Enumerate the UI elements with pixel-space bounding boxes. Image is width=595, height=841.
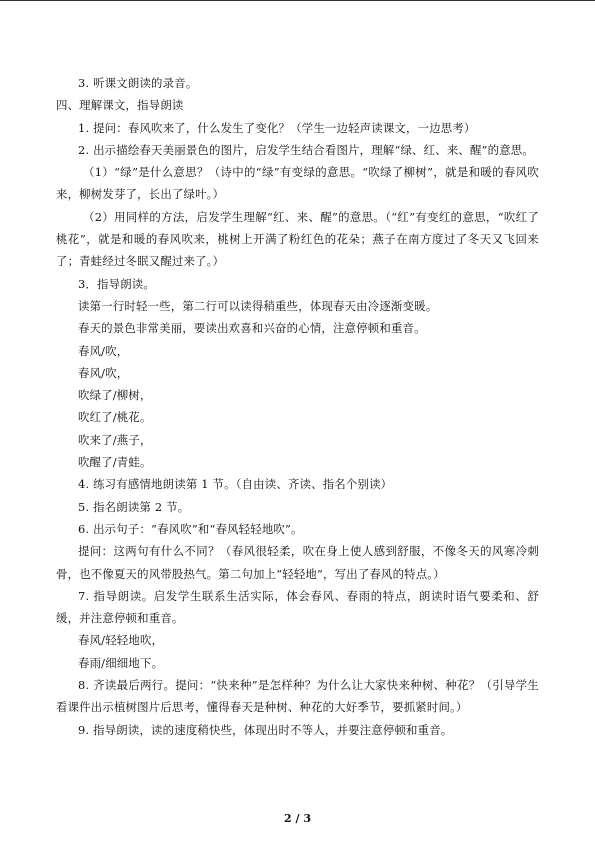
poem-line: 春风/轻轻地吹， [78, 633, 164, 648]
poem-line: 春雨/细细地下。 [78, 655, 164, 670]
paragraph: 5. 指名朗读第 2 节。 [78, 499, 190, 514]
paragraph: 3．指导朗读。 [78, 276, 155, 291]
poem-line: 春风/吹， [78, 365, 129, 380]
paragraph: 7. 指导朗读。启发学生联系生活实际，体会春风、春雨的特点，朗读时语气要柔和、舒缓，并注意停顿和重音。 [56, 588, 539, 626]
poem-line: 吹醒了/青蛙。 [78, 455, 152, 470]
paragraph: 6. 出示句子：“春风吹”和“春风轻轻地吹”。 [78, 521, 303, 536]
paragraph: （2）用同样的方法，启发学生理解“红、来、醒”的意思。（“红”有变红的意思，“吹红了桃花”，就是和暖的春风吹来，桃树上开满了粉红色的花朵；燕子在南方度过了冬天又飞回来了；青蛙经过冬眠又醒过来了。） [56, 209, 539, 269]
poem-line: 吹来了/燕子， [78, 432, 152, 447]
poem-line: 吹红了/桃花。 [78, 410, 152, 425]
paragraph: 9. 指导朗读，读的速度稍快些，体现出时不等人，并要注意停顿和重音。 [78, 722, 453, 737]
paragraph: 春天的景色非常美丽，要读出欢喜和兴奋的心情，注意停顿和重音。 [78, 321, 426, 336]
paragraph: 3. 听课文朗读的录音。 [78, 76, 198, 90]
section-heading: 四、理解课文，指导朗读 [56, 98, 184, 113]
poem-line: 春风/吹， [78, 343, 129, 358]
paragraph: 2. 出示描绘春天美丽景色的图片，启发学生结合看图片，理解“绿、红、来、醒”的意思。 [78, 142, 534, 157]
paragraph: 读第一行时轻一些，第二行可以读得稍重些，体现春天由冷逐渐变暖。 [78, 298, 438, 313]
paragraph: 8. 齐读最后两行。提问：“快来种”是怎样种？为什么让大家快来种树、种花？（引导学生看课件出示植树图片后思考，懂得春天是种树、种花的大好季节，要抓紧时间。） [56, 678, 539, 715]
paragraph: 提问：这两句有什么不同？（春风很轻柔，吹在身上使人感到舒服，不像冬天的风寒冷刺骨，也不像夏天的风带股热气。第二句加上“轻轻地”，写出了春风的特点。） [56, 544, 539, 581]
document-body [56, 72, 539, 741]
paragraph: （1）“绿”是什么意思？（诗中的“绿”有变绿的意思。“吹绿了柳树”，就是和暖的春风吹来，柳树发芽了，长出了绿叶。） [56, 165, 539, 202]
page-number: 2 / 3 [284, 812, 311, 825]
paragraph: 1. 提问：春风吹来了，什么发生了变化？（学生一边轻声读课文，一边思考） [78, 120, 476, 135]
header-rule [0, 0, 595, 1]
poem-line: 吹绿了/柳树， [78, 388, 152, 403]
paragraph: 4. 练习有感情地朗读第 1 节。（自由读、齐读、指名个别读） [78, 477, 393, 492]
